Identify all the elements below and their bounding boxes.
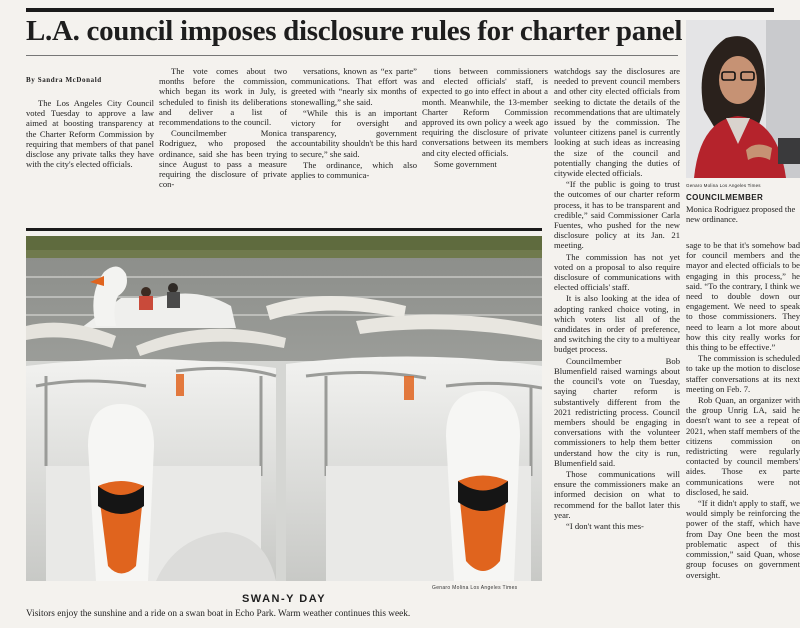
paragraph: Councilmember Monica Rodriguez, who proposed the ordinance, said she has been trying since August to pass a measure requiring the disclosure of private con- <box>159 128 287 190</box>
byline: By Sandra McDonald <box>26 76 102 84</box>
photo-kicker: SWAN-Y DAY <box>241 593 327 605</box>
paragraph: It is also looking at the idea of adopting ranked choice voting, in which voters list all of the candidates in order of preference, and switching the city to a multiyear budget process. <box>554 293 680 355</box>
paragraph: The Los Angeles City Council voted Tuesday to approve a law aimed at boosting transparency at the Charter Reform Commission by requiring that members of that panel disclose any private talks they have with the city's elected officials. <box>26 98 154 170</box>
photo-credit: Genaro Molina Los Angeles Times <box>432 585 518 591</box>
photo-caption: Visitors enjoy the sunshine and a ride on a swan boat in Echo Park. Warm weather continues this week. <box>26 609 411 619</box>
councilmember-portrait <box>686 20 800 178</box>
paragraph: Councilmember Bob Blumenfield raised warnings about the council's vote on Tuesday, saying charter reform is substantively different from the 2021 redistricting process. Council members should be engaging in conversations with the volunteer commissioners to help them better understand how the city is run, Blumenfield said. <box>554 355 680 468</box>
portrait-caption: Monica Rodriguez proposed the new ordinance. <box>686 204 796 224</box>
article-column-3 <box>291 66 417 180</box>
headline-rule <box>26 55 678 56</box>
article-column-5 <box>554 66 680 618</box>
paragraph: “If the public is going to trust the outcomes of our charter reform process, it has to be transparent and credible,” said Commissioner Carla Fuentes, who pushed for the new disclosure policy at its Jan. 21 meeting. <box>554 179 680 251</box>
portrait-caption-head: COUNCILMEMBER <box>686 193 764 202</box>
paragraph: The commission is scheduled to take up the motion to disclose staffer conversations at its next meeting on Feb. 7. <box>686 353 800 394</box>
article-column-2 <box>159 66 287 189</box>
article-column-1 <box>26 98 154 169</box>
paragraph: Those communications will ensure the commissioners make an informed decision on what to recommend for the ballot later this year. <box>554 468 680 520</box>
headline: L.A. council imposes disclosure rules for charter panel <box>26 15 683 47</box>
paragraph: sage to be that it's somehow bad for council members and the mayor and elected officials to be engaging in this process,” he said. “To the contrary, I think we need to double down our engagement. We need to speak to those commissioners. They need to learn a lot more about how this city really works for this thing to be effective.” <box>686 240 800 353</box>
paragraph: The vote comes about two months before the commission, which began its work in July, is scheduled to finish its deliberations and deliver a list of recommendations to the council. <box>159 66 287 128</box>
article-column-6 <box>686 240 800 620</box>
paragraph: The ordinance, which also applies to communica- <box>291 159 417 181</box>
photo-rule <box>26 228 542 231</box>
paragraph: “I don't want this mes- <box>566 520 644 531</box>
paragraph: watchdogs say the disclosures are needed to prevent council members and other city elected officials from seeking to dictate the details of the recommendations that are ultimately issued by the commission. The volunteer citizens panel is currently looking at such ideas as increasing the size of the council and potentially changing the duties of citywide elected officials. <box>554 66 680 179</box>
paragraph: versations, known as “ex parte” communications. That effort was greeted with “nearly six months of stonewalling,” she said. <box>291 66 417 107</box>
paragraph: “If it didn't apply to staff, we would simply be reinforcing the power of the staff, which have from Day One been the most problematic aspect of this commission,” said Quan, whose group focuses on government oversight. <box>686 498 800 580</box>
paragraph: Some government <box>434 158 497 169</box>
masthead-rule <box>26 8 774 12</box>
paragraph: Rob Quan, an organizer with the group Unrig LA, said he doesn't want to see a repeat of 2021, when staff members of the citizens commission on redistricting were regularly contacted by council members' aides. Those ex parte communications were not disclosed, he said. <box>686 395 800 497</box>
paragraph: “While this is an important victory for oversight and transparency, government accountability shouldn't be this hard to secure,” she said. <box>291 107 417 159</box>
paragraph: The commission has not yet voted on a proposal to also require disclosure of communications with elected officials' staff. <box>554 251 680 293</box>
article-column-4 <box>422 66 548 169</box>
portrait-credit: Genaro Molina Los Angeles Times <box>686 183 761 188</box>
paragraph: tions between commissioners and elected officials' staff, is expected to go into effect in about a month. Meanwhile, the 13-member Charter Reform Commission approved its own policy a week ago requiring the disclosure of private conversations between its members and city elected officials. <box>422 66 548 158</box>
swan-boat-photo <box>26 236 542 581</box>
